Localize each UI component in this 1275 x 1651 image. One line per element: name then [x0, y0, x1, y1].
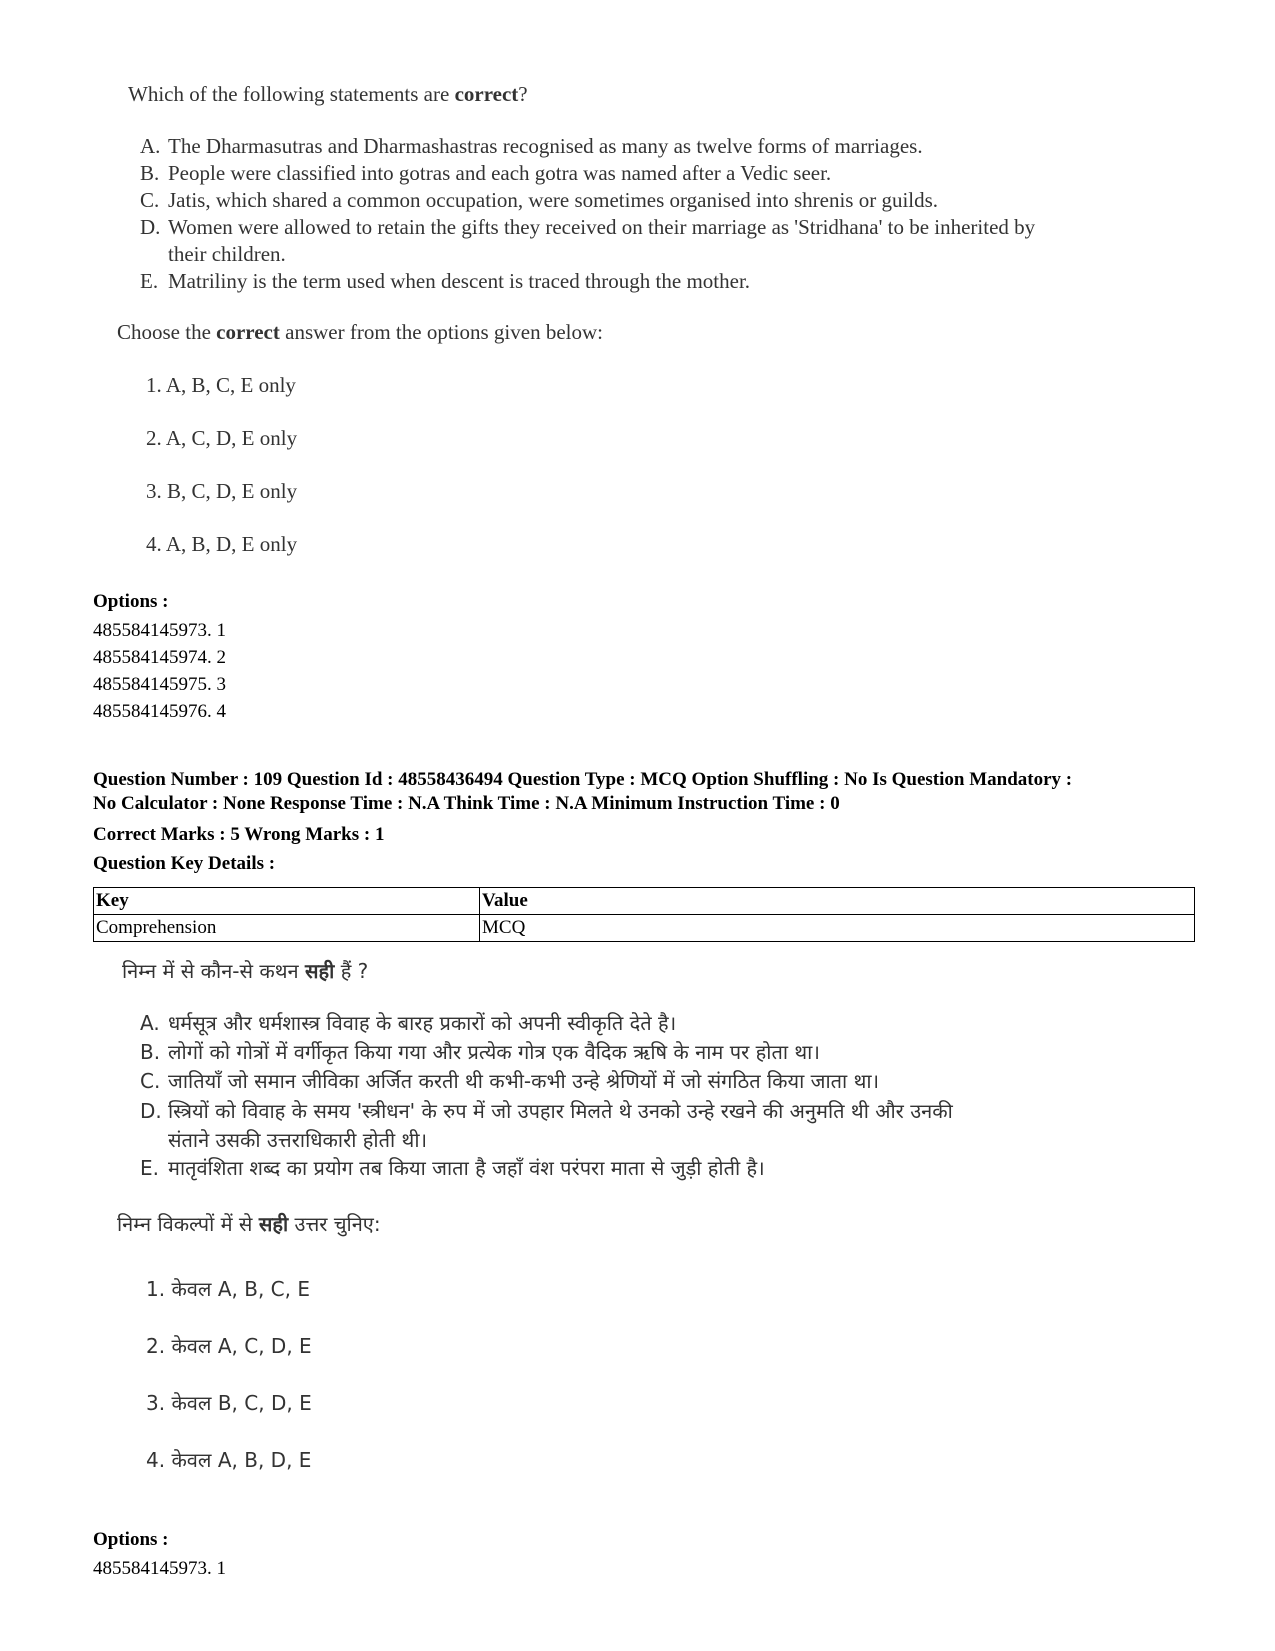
options-label: Options : — [93, 1529, 169, 1550]
statement-c: C. Jatis, which shared a common occupation, were sometimes organised into shrenis or guilds. — [140, 188, 939, 212]
answer-option-1-hindi: 1. केवल A, B, C, E — [146, 1277, 310, 1301]
marks-line: Correct Marks : 5 Wrong Marks : 1 — [93, 824, 385, 845]
question-stem-hindi: निम्न में से कौन-से कथन सही हैं ? — [122, 959, 369, 983]
statement-e-hindi: E. मातृवंशिता शब्द का प्रयोग तब किया जाता है जहाँ वंश परंपरा माता से जुड़ी होती है। — [140, 1156, 765, 1180]
table-header-row — [94, 888, 1195, 915]
statement-b: B. People were classified into gotras and each gotra was named after a Vedic seer. — [140, 161, 832, 185]
statement-a: A. The Dharmasutras and Dharmashastras recognised as many as twelve forms of marriages. — [140, 134, 923, 158]
statement-d-hindi: D. स्त्रियों को विवाह के समय 'स्त्रीधन' के रुप में जो उपहार मिलते थे उनको उन्हे रखने की अनुमति थी और उनकी संताने उसकी उत्तराधिकारी होती थी। — [140, 1099, 953, 1152]
statement-b-hindi: B. लोगों को गोत्रों में वर्गीकृत किया गया और प्रत्येक गोत्र एक वैदिक ऋषि के नाम पर होता था। — [140, 1040, 820, 1064]
question-stem: Which of the following statements are correct? — [128, 82, 528, 106]
answer-option-2-hindi: 2. केवल A, C, D, E — [146, 1334, 312, 1358]
key-details-table — [93, 887, 1195, 942]
key-details-label: Question Key Details : — [93, 853, 276, 874]
option-id-line: 485584145973. 1 — [93, 620, 226, 641]
statement-d: D. Women were allowed to retain the gifts they received on their marriage as 'Stridhana' to be inherited by their children. — [140, 215, 1036, 266]
question-meta: Question Number : 109 Question Id : 48558436494 Question Type : MCQ Option Shuffling : No Is Question Mandatory : No Calculator : None Response Time : N.A Think Time : N.A Minimum Instruction Time : 0 — [93, 769, 1073, 814]
table-header-value: Value — [480, 888, 1195, 915]
answer-option-2: 2. A, C, D, E only — [146, 426, 298, 450]
table-cell-key: Comprehension — [94, 915, 480, 942]
table-cell-value: MCQ — [480, 915, 1195, 942]
option-id-line: 485584145973. 1 — [93, 1558, 226, 1579]
table-row — [94, 915, 1195, 942]
option-id-line: 485584145976. 4 — [93, 701, 226, 722]
answer-option-1: 1. A, B, C, E only — [146, 373, 296, 397]
answer-option-4-hindi: 4. केवल A, B, D, E — [146, 1448, 312, 1472]
statement-e: E. Matriliny is the term used when descent is traced through the mother. — [140, 269, 751, 293]
choose-instruction: Choose the correct answer from the options given below: — [117, 320, 603, 344]
statement-c-hindi: C. जातियाँ जो समान जीविका अर्जित करती थी कभी-कभी उन्हे श्रेणियों में जो संगठित किया जाता था। — [140, 1069, 880, 1093]
option-id-line: 485584145975. 3 — [93, 674, 226, 695]
statement-a-hindi: A. धर्मसूत्र और धर्मशास्त्र विवाह के बारह प्रकारों को अपनी स्वीकृति देते है। — [140, 1011, 677, 1035]
answer-option-3-hindi: 3. केवल B, C, D, E — [146, 1391, 312, 1415]
answer-option-3: 3. B, C, D, E only — [146, 479, 298, 503]
choose-instruction-hindi: निम्न विकल्पों में से सही उत्तर चुनिए: — [117, 1212, 381, 1236]
options-label: Options : — [93, 591, 169, 612]
table-header-key: Key — [94, 888, 480, 915]
question-image-english — [0, 0, 1275, 570]
question-image-hindi — [0, 960, 1275, 1520]
option-id-line: 485584145974. 2 — [93, 647, 226, 668]
answer-option-4: 4. A, B, D, E only — [146, 532, 298, 556]
